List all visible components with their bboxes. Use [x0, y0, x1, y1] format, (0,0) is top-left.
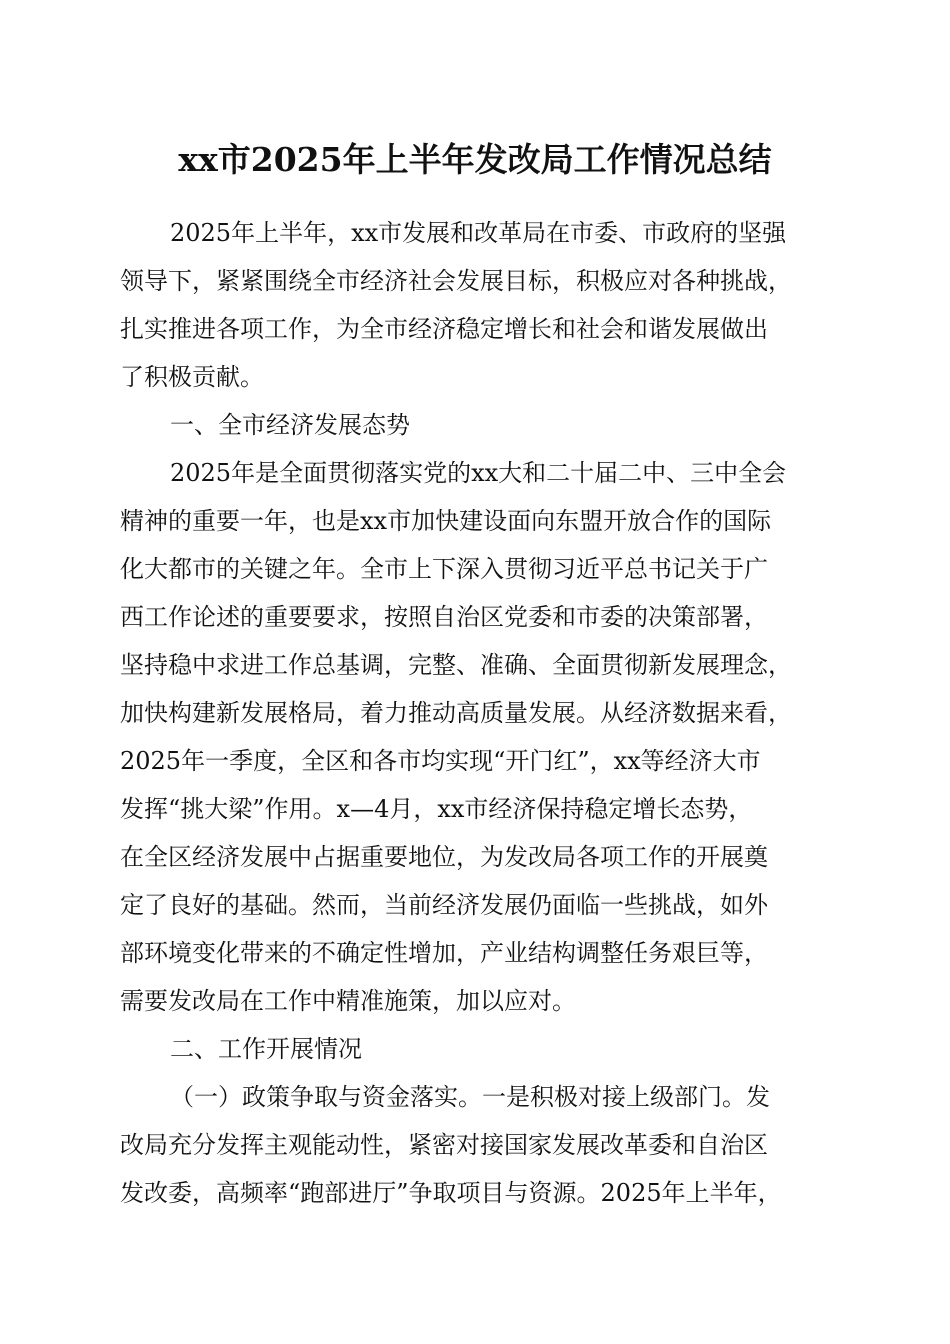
section-1-line-4: 西工作论述的重要要求，按照自治区党委和市委的决策部署， — [120, 603, 768, 631]
section-1-line-3: 化大都市的关键之年。全市上下深入贯彻习近平总书记关于广 — [120, 555, 768, 583]
intro-line-1: 2025年上半年，xx市发展和改革局在市委、市政府的坚强 — [170, 219, 787, 247]
document-body — [120, 209, 832, 1217]
section-1-line-9: 在全区经济发展中占据重要地位，为发改局各项工作的开展奠 — [120, 843, 768, 871]
section-1-line-11: 部环境变化带来的不确定性增加，产业结构调整任务艰巨等， — [120, 939, 768, 967]
section-1-line-6: 加快构建新发展格局，着力推动高质量发展。从经济数据来看， — [120, 699, 792, 727]
section-1-line-5: 坚持稳中求进工作总基调，完整、准确、全面贯彻新发展理念， — [120, 651, 792, 679]
section-2-line-2: 改局充分发挥主观能动性，紧密对接国家发展改革委和自治区 — [120, 1131, 768, 1159]
section-2-line-3: 发改委，高频率“跑部进厅”争取项目与资源。2025年上半年， — [120, 1179, 782, 1207]
section-1-line-1: 2025年是全面贯彻落实党的xx大和二十届二中、三中全会 — [170, 459, 787, 487]
section-2-heading: 二、工作开展情况 — [170, 1035, 362, 1063]
section-1-heading: 一、全市经济发展态势 — [170, 411, 410, 439]
intro-line-2: 领导下，紧紧围绕全市经济社会发展目标，积极应对各种挑战， — [120, 267, 792, 295]
section-1-line-7: 2025年一季度，全区和各市均实现“开门红”，xx等经济大市 — [120, 747, 761, 775]
intro-line-4: 了积极贡献。 — [120, 363, 264, 391]
section-1-line-10: 定了良好的基础。然而，当前经济发展仍面临一些挑战，如外 — [120, 891, 768, 919]
section-1-line-12: 需要发改局在工作中精准施策，加以应对。 — [120, 987, 576, 1015]
section-2-line-1: （一）政策争取与资金落实。一是积极对接上级部门。发 — [170, 1083, 770, 1111]
section-1-line-2: 精神的重要一年，也是xx市加快建设面向东盟开放合作的国际 — [120, 507, 772, 535]
section-1-line-8: 发挥“挑大梁”作用。x—4月，xx市经济保持稳定增长态势， — [120, 795, 753, 823]
intro-line-3: 扎实推进各项工作，为全市经济稳定增长和社会和谐发展做出 — [120, 315, 768, 343]
document-title: xx市2025年上半年发改局工作情况总结 — [178, 140, 772, 179]
